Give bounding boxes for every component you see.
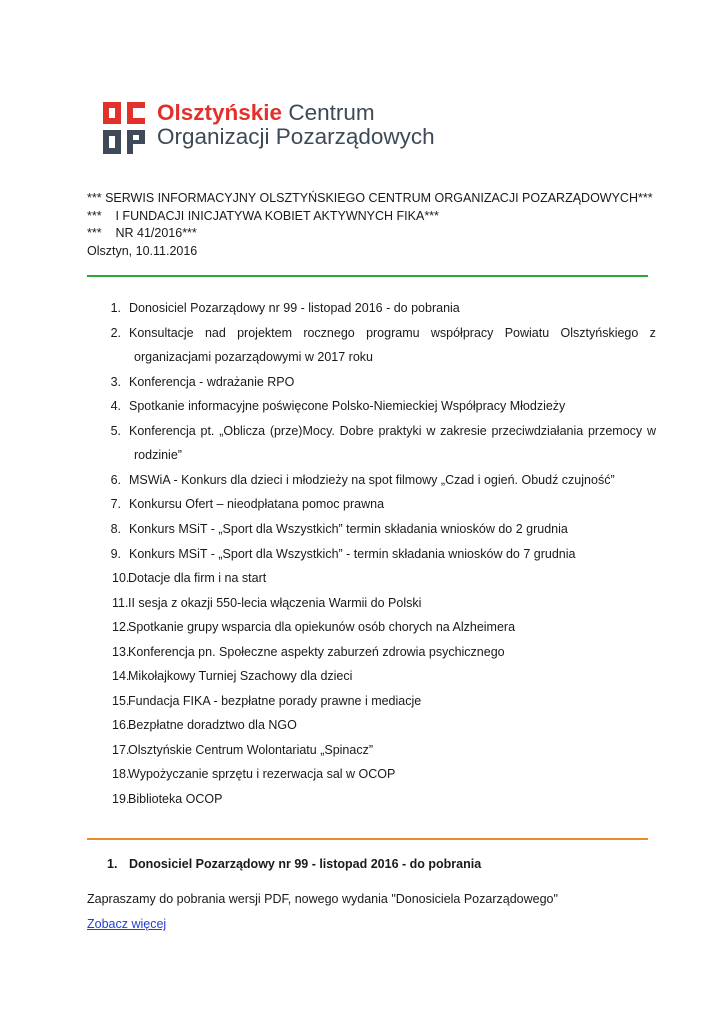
toc-item-number: 1. [110,301,121,315]
toc-item-text [129,326,656,340]
toc-item-text: MSWiA - Konkurs dla dzieci i młodzieży na spot filmowy „Czad i ogień. Obudź czujność” [129,472,615,487]
toc-word: projektem [237,325,292,340]
toc-item-text: Fundacja FIKA - bezpłatne porady prawne i mediacje [128,693,422,708]
toc-item-text: II sesja z okazji 550-lecia włączenia Warmii do Polski [128,595,422,610]
toc-item-number: 13. [112,644,130,659]
toc-item-number: 16. [112,718,130,733]
section-title-text: Donosiciel Pozarządowy nr 99 - listopad 2016 - do pobrania [129,857,482,871]
toc-item-number: 17. [112,742,130,757]
toc-word: w [646,423,656,438]
toc-word: (prze)Mocy. [269,423,335,438]
toc-item-text: Konferencja - wdrażanie RPO [129,374,295,389]
logo-line-2: Organizacji Pozarządowych [157,124,435,149]
toc-item-text: Dotacje dla firm i na start [128,571,267,586]
ocop-logo-mark-icon [101,100,147,156]
toc-item-text: Konkurs MSiT - „Sport dla Wszystkich” - termin składania wniosków do 7 grudnia [129,546,576,561]
toc-item-number: 8. [110,521,121,536]
toc-item-number: 11. [112,595,129,610]
ocop-logo [101,100,481,156]
toc-word: zakresie [440,423,487,438]
toc-item-number: 2. [110,325,121,340]
toc-item-text-continued: organizacjami pozarządowymi w 2017 roku [134,350,374,365]
toc-item-number: 15. [112,693,130,708]
toc-word: Olsztyńskiego [560,325,639,340]
logo-line-1 [157,101,435,125]
toc-item-number: 5. [110,423,121,438]
toc-item-text: Spotkanie grupy wsparcia dla opiekunów osób chorych na Alzheimera [128,620,516,635]
toc-item-number: 6. [110,472,121,487]
header-date: Olsztyn, 10.11.2016 [87,243,198,258]
section-body: Zapraszamy do pobrania wersji PDF, nowego wydania "Donosiciela Pozarządowego" [87,892,558,906]
see-more-link[interactable]: Zobacz więcej [87,917,167,931]
toc-word: Konsultacje [129,325,194,340]
toc-word: współpracy [430,325,494,340]
toc-item-text: Konkurs MSiT - „Sport dla Wszystkich” termin składania wniosków do 2 grudnia [129,521,568,536]
header-line-2: *** I FUNDACJI INICJATYWA KOBIET AKTYWNYCH FIKA*** [87,208,439,223]
toc-word: przeciwdziałania [491,423,584,438]
toc-word: nad [204,325,226,340]
orange-divider [87,838,648,840]
toc-word: Konferencja [129,423,196,438]
toc-item-number: 9. [110,546,121,561]
toc-item-number: 3. [110,374,121,389]
toc-item-text: Konferencja pn. Społeczne aspekty zaburzeń zdrowia psychicznego [128,644,505,659]
toc-word: programu [366,325,420,340]
toc-item-text: Wypożyczanie sprzętu i rezerwacja sal w OCOP [128,767,396,782]
toc-item-text: Olsztyńskie Centrum Wolontariatu „Spinacz” [128,742,373,757]
section-title [107,857,481,871]
logo-word-centrum: Centrum [288,100,375,125]
toc-word: w [426,423,436,438]
toc-item-number: 12. [112,620,130,635]
toc-item-number: 14. [112,669,130,684]
toc-item-text: Donosiciel Pozarządowy nr 99 - listopad 2016 - do pobrania [129,301,460,315]
bulletin-header [87,190,653,260]
toc-word: „Oblicza [219,423,266,438]
toc-item-number: 7. [110,497,121,512]
header-line-3: *** NR 41/2016*** [87,226,197,240]
toc-item-text: Konkursu Ofert – nieodpłatana pomoc prawna [129,497,385,512]
toc-item-number: 18. [112,767,130,782]
logo-word-olsztynskie: Olsztyńskie [157,100,283,125]
toc-item-number: 10. [112,571,130,586]
toc-item-text: Biblioteka OCOP [128,792,223,806]
toc-item-number: 4. [110,399,121,414]
toc-word: Dobre [339,423,374,438]
toc-item-text-continued: rodzinie” [134,448,182,463]
toc-item-text [129,424,656,438]
toc-word: praktyki [378,423,422,438]
toc-word: z [649,325,656,340]
header-line-1: *** SERWIS INFORMACYJNY OLSZTYŃSKIEGO CENTRUM ORGANIZACJI POZARZĄDOWYCH*** [87,191,653,205]
green-divider [87,275,648,277]
toc-word: Powiatu [504,325,550,340]
toc-word: przemocy [587,423,643,438]
toc-item-text: Mikołajkowy Turniej Szachowy dla dzieci [128,669,353,684]
toc-item-text: Bezpłatne doradztwo dla NGO [128,718,297,733]
toc-item-text: Spotkanie informacyjne poświęcone Polsko-Niemieckiej Współpracy Młodzieży [129,399,566,414]
logo-text [157,101,435,149]
toc-word: rocznego [303,325,355,340]
toc-word: pt. [200,423,215,438]
section-number: 1. [107,857,118,871]
toc-item-number: 19. [112,792,130,806]
